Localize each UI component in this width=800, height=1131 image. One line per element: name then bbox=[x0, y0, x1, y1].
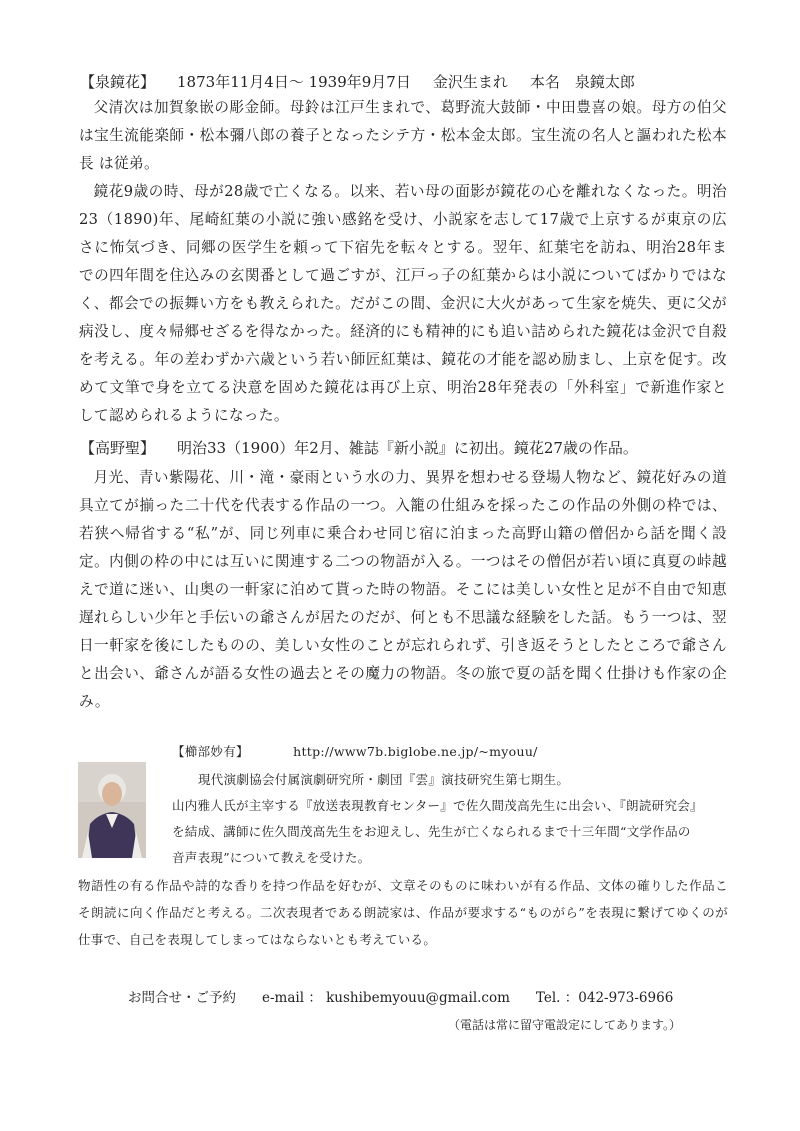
profile-heading bbox=[172, 738, 538, 765]
koya-body bbox=[79, 464, 727, 716]
contact-line bbox=[128, 986, 699, 1006]
izumi-dates: 1873年11月4日～ 1939年9月7日 bbox=[177, 73, 411, 91]
profile-line-2: 山内雅人氏が主宰する『放送表現教育センター』で佐久間茂高先生に出会い、『朗読研究会』 bbox=[172, 798, 703, 813]
profile-name: 【櫛部妙有】 bbox=[172, 744, 249, 759]
izumi-realname: 本名 泉鏡太郎 bbox=[529, 73, 635, 91]
contact-note: （電話は常に留守電設定にしてあります。） bbox=[448, 1018, 682, 1032]
profile-url[interactable]: http://www7b.biglobe.ne.jp/~myouu/ bbox=[293, 744, 538, 759]
koya-paragraph: 月光、青い紫陽花、川・滝・豪雨という水の力、異界を想わせる登場人物など、鏡花好みの道具立てが揃った二十代を代表する作品の一つ。入籠の仕組みを採ったこの作品の外側の枠では、若狭へ帰省する“私”が、同じ列車に乗合わせ同じ宿に泊まった高野山籍の僧侶から話を聞く設定。内側の枠の中には互いに関連する二つの物語が入る。一つはその僧侶が若い頃に真夏の峠越えで道に迷い、山奥の一軒家に泊めて貰った時の物語。そこには美しい女性と足が不自由で知恵遅れらしい少年と手伝いの爺さんが居たのだが、何とも不思議な経験をした話。もう一つは、翌日一軒家を後にしたものの、美しい女性のことが忘れられず、引き返そうとしたところで爺さんと出会い、爺さんが語る女性の過去とその魔力の物語。冬の旅で夏の話を聞く仕掛けも作家の企み。 bbox=[79, 469, 727, 710]
koya-name: 【高野聖】 bbox=[80, 439, 156, 457]
profile-line-1: 現代演劇協会付属演劇研究所・劇団『雲』演技研究生第七期生。 bbox=[198, 772, 570, 787]
izumi-name: 【泉鏡花】 bbox=[80, 73, 156, 91]
profile-line-3: を結成、講師に佐久間茂高先生をお迎えし、先生が亡くなられるまで十三年間“文学作品の bbox=[172, 824, 691, 839]
profile-photo bbox=[78, 762, 146, 858]
contact-email[interactable]: e-mail ： kushibemyouu@gmail.com bbox=[262, 990, 510, 1006]
profile-body: 物語性の有る作品や詩的な香りを持つ作品を好むが、文章そのものに味わいが有る作品、文体の確りした作品こそ朗読に向く作品だと考える。二次表現者である朗読家は、作品が要求する“ものがら”を表現に繋げてゆくのが仕事で、自己を表現してしまってはならないとも考えている。 bbox=[78, 878, 728, 947]
izumi-paragraph-2: 鏡花9歳の時、母が28歳で亡くなる。以来、若い母の面影が鏡花の心を離れなくなった。明治23（1890)年、尾崎紅葉の小説に強い感銘を受け、小説家を志して17歳で上京するが東京の広さに怖気づき、同郷の医学生を頼って下宿先を転々とする。翌年、紅葉宅を訪ね、明治28年までの四年間を住込みの玄関番として過ごすが、江戸っ子の紅葉からは小説についてばかりではなく、都会での振舞い方をも教えられた。だがこの間、金沢に大火があって生家を焼失、更に父が病没し、度々帰郷せざるを得なかった。経済的にも精神的にも追い詰められた鏡花は金沢で自殺を考える。年の差わずか六歳という若い師匠紅葉は、鏡花の才能を認め励まし、上京を促す。改めて文筆で身を立てる決意を固めた鏡花は再び上京、明治28年発表の「外科室」で新進作家として認められるようになった。 bbox=[79, 183, 727, 424]
izumi-birthplace: 金沢生まれ bbox=[432, 73, 508, 91]
izumi-heading bbox=[80, 72, 657, 92]
izumi-paragraph-1: 父清次は加賀象嵌の彫金師。母鈴は江戸生まれで、葛野流大鼓師・中田豊喜の娘。母方の伯父は宝生流能楽師・松本彌八郎の養子となったシテ方・松本金太郎。宝生流の名人と謳われた松本長 は従弟。 bbox=[79, 99, 727, 172]
koya-info: 明治33（1900）年2月、雑誌『新小説』に初出。鏡花27歳の作品。 bbox=[177, 439, 638, 457]
izumi-body bbox=[79, 94, 727, 430]
koya-heading bbox=[80, 438, 660, 458]
profile-line-4: 音声表現”について教えを受けた。 bbox=[172, 850, 371, 865]
contact-tel[interactable]: Tel. ：042-973-6966 bbox=[535, 990, 674, 1006]
portrait-image bbox=[78, 762, 146, 858]
contact-label: お問合せ・ご予約 bbox=[128, 990, 236, 1006]
